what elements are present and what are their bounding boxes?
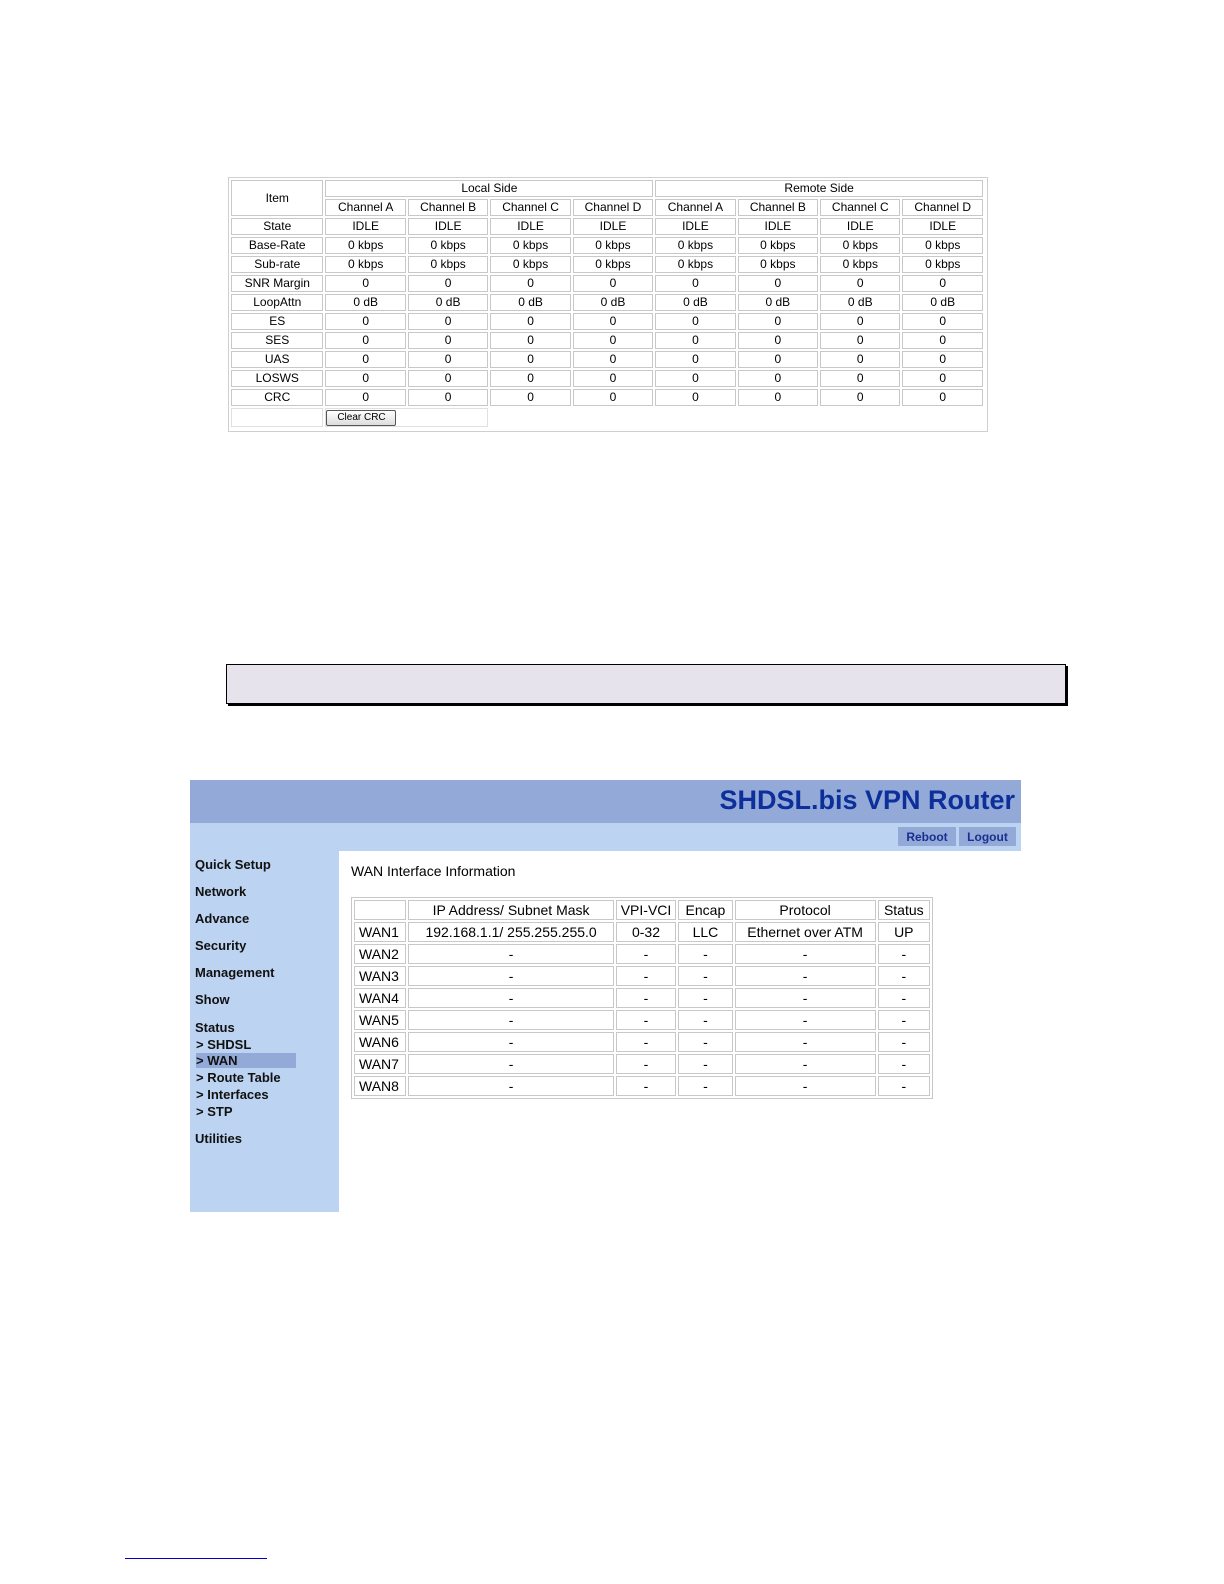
table-cell: 0 kbps [325,256,405,273]
table-cell: 0 [820,275,900,292]
local-side-header: Local Side [325,180,653,197]
channel-header-remote-a: Channel A [655,199,735,216]
sidebar-subitem-stp[interactable]: > STP [196,1104,233,1119]
table-cell: - [408,1010,613,1030]
table-cell: 0 kbps [902,237,983,254]
table-cell: 0 [325,313,405,330]
table-cell: 0 [573,389,653,406]
table-cell: 0 [408,275,488,292]
table-cell: 0 kbps [573,237,653,254]
clear-crc-spacer [231,408,323,427]
sidebar-item-advance[interactable]: Advance [195,911,250,926]
table-row [354,1054,930,1074]
table-cell: - [678,1010,732,1030]
wan-name: WAN5 [354,1010,406,1030]
remote-side-header: Remote Side [655,180,983,197]
table-cell: - [735,944,876,964]
table-cell: 0 [902,370,983,387]
table-cell: - [735,1054,876,1074]
table-cell: 0 [408,351,488,368]
table-cell: 0 [655,351,735,368]
table-row [231,294,983,311]
table-row [231,237,983,254]
column-header: Protocol [735,900,876,920]
router-toolbar [190,823,1021,851]
logout-button[interactable]: Logout [959,827,1016,846]
clear-crc-button[interactable]: Clear CRC [326,410,396,426]
column-header: VPI-VCI [616,900,676,920]
table-cell: 0 dB [408,294,488,311]
table-cell: 0 [573,351,653,368]
table-cell: 0 dB [325,294,405,311]
channel-header-remote-b: Channel B [738,199,818,216]
table-cell: 0 [408,332,488,349]
table-cell: - [878,944,930,964]
sidebar-item-quick-setup[interactable]: Quick Setup [195,857,271,872]
table-cell: 0 kbps [490,237,570,254]
table-cell: 0 kbps [655,256,735,273]
wan-interface-panel [351,897,933,1099]
table-cell: - [678,1054,732,1074]
table-row [354,922,930,942]
table-cell: 0 [490,370,570,387]
sidebar-subitem-shdsl[interactable]: > SHDSL [196,1037,252,1052]
table-row [231,351,983,368]
channel-header-remote-d: Channel D [902,199,983,216]
wan-name: WAN6 [354,1032,406,1052]
row-label: ES [231,313,323,330]
table-cell: IDLE [325,218,405,235]
table-cell: 0 [820,370,900,387]
table-cell: 0 [573,370,653,387]
table-cell: 0 kbps [408,256,488,273]
sidebar-subitem-interfaces[interactable]: > Interfaces [196,1087,269,1102]
table-cell: 0 [408,370,488,387]
reboot-button[interactable]: Reboot [898,827,956,846]
router-title: SHDSL.bis VPN Router [719,785,1015,815]
table-row [231,218,983,235]
table-cell: - [878,966,930,986]
table-cell: 0 dB [738,294,818,311]
table-cell: 0 kbps [738,256,818,273]
table-cell: 0 [490,313,570,330]
table-cell: 0 [738,313,818,330]
table-cell: 0 [655,332,735,349]
table-cell: 0 kbps [490,256,570,273]
table-cell: 0 [325,332,405,349]
table-cell: - [678,988,732,1008]
table-cell: 0 [655,275,735,292]
table-cell: 0 [408,389,488,406]
row-label: Base-Rate [231,237,323,254]
sidebar-item-status[interactable]: Status [195,1020,235,1035]
table-cell: - [878,1010,930,1030]
table-cell: 0 [325,389,405,406]
table-cell: 0 [325,370,405,387]
table-cell: 0 [655,370,735,387]
table-cell: 0 kbps [655,237,735,254]
table-cell: IDLE [902,218,983,235]
column-header: Status [878,900,930,920]
table-cell: 0 [738,389,818,406]
table-cell: - [616,1076,676,1096]
table-cell: 0 [573,313,653,330]
table-cell: 0 [738,275,818,292]
sidebar-subitem-route-table[interactable]: > Route Table [196,1070,281,1085]
table-cell: 192.168.1.1/ 255.255.255.0 [408,922,613,942]
table-cell: IDLE [738,218,818,235]
table-cell: - [678,966,732,986]
row-label: SNR Margin [231,275,323,292]
table-cell: - [408,944,613,964]
table-cell: - [616,988,676,1008]
table-cell: IDLE [490,218,570,235]
shdsl-statistics-panel [228,177,988,432]
table-cell: - [735,1010,876,1030]
row-label: CRC [231,389,323,406]
table-row [231,275,983,292]
table-cell: 0 kbps [902,256,983,273]
table-cell: 0 dB [820,294,900,311]
table-cell: 0 [490,351,570,368]
table-cell: - [878,1032,930,1052]
table-cell: - [408,1076,613,1096]
sidebar-nav [190,851,339,1212]
table-cell: 0 kbps [573,256,653,273]
table-cell: 0 kbps [820,237,900,254]
table-cell: 0 [902,332,983,349]
table-row [354,1076,930,1096]
table-cell: 0 [655,389,735,406]
item-header: Item [231,180,323,216]
main-content [339,851,1021,1212]
wan-name: WAN1 [354,922,406,942]
table-cell: - [735,988,876,1008]
table-row [354,944,930,964]
table-cell: - [678,1032,732,1052]
channel-header-remote-c: Channel C [820,199,900,216]
table-cell: - [408,988,613,1008]
table-cell: 0 [408,313,488,330]
table-cell: 0 dB [490,294,570,311]
table-cell: - [678,1076,732,1096]
table-cell: - [735,966,876,986]
table-cell: - [735,1032,876,1052]
table-row [231,370,983,387]
table-row [354,1032,930,1052]
table-cell: UP [878,922,930,942]
row-label: SES [231,332,323,349]
table-cell: 0 [655,313,735,330]
table-cell: 0 [738,332,818,349]
table-row [231,313,983,330]
table-cell: - [616,1032,676,1052]
table-cell: IDLE [820,218,900,235]
row-label: State [231,218,323,235]
table-cell: - [678,944,732,964]
wan-name: WAN7 [354,1054,406,1074]
table-cell: 0 [820,389,900,406]
router-web-ui [190,780,1021,1212]
page-title: WAN Interface Information [351,863,516,879]
table-cell: - [616,944,676,964]
column-header: IP Address/ Subnet Mask [408,900,613,920]
table-row [231,389,983,406]
table-row [231,256,983,273]
wan-name: WAN4 [354,988,406,1008]
table-cell: - [408,1054,613,1074]
table-cell: 0 dB [573,294,653,311]
table-cell: 0 kbps [408,237,488,254]
router-header [190,780,1021,823]
wan-name: WAN2 [354,944,406,964]
sidebar-item-security[interactable]: Security [195,938,247,953]
row-label: UAS [231,351,323,368]
table-cell: 0 [902,275,983,292]
table-cell: 0 dB [902,294,983,311]
channel-header-local-c: Channel C [490,199,570,216]
table-cell: 0 [902,313,983,330]
table-cell: 0 [738,351,818,368]
table-cell: IDLE [408,218,488,235]
wan-interface-table [352,898,932,1098]
sidebar-item-management[interactable]: Management [195,965,275,980]
table-cell: IDLE [573,218,653,235]
table-cell: - [616,1054,676,1074]
table-cell: - [408,966,613,986]
table-cell: - [878,1076,930,1096]
table-cell: 0 [902,389,983,406]
table-row [354,988,930,1008]
table-cell: 0 [325,275,405,292]
clear-crc-cell [325,408,488,427]
table-cell: - [408,1032,613,1052]
grey-note-bar [226,664,1066,704]
sidebar-item-show[interactable]: Show [195,992,230,1007]
table-cell: 0 [573,275,653,292]
table-cell: - [735,1076,876,1096]
sidebar-subitem-wan[interactable]: > WAN [196,1053,296,1068]
wan-name: WAN3 [354,966,406,986]
table-cell: IDLE [655,218,735,235]
channel-header-local-b: Channel B [408,199,488,216]
sidebar-item-network[interactable]: Network [195,884,247,899]
table-cell: 0 kbps [820,256,900,273]
sidebar-item-utilities[interactable]: Utilities [195,1131,242,1146]
column-header [354,900,406,920]
table-cell: Ethernet over ATM [735,922,876,942]
table-cell: 0 [573,332,653,349]
table-cell: 0-32 [616,922,676,942]
table-cell: 0 dB [655,294,735,311]
table-cell: 0 [820,351,900,368]
table-row [231,332,983,349]
shdsl-statistics-table [229,178,985,429]
table-row [354,966,930,986]
table-cell: 0 [902,351,983,368]
table-cell: 0 [490,275,570,292]
table-cell: - [878,988,930,1008]
footnote-separator [125,1558,267,1559]
table-cell: 0 [490,389,570,406]
channel-header-local-d: Channel D [573,199,653,216]
clear-crc-row-filler [490,408,983,427]
table-cell: 0 kbps [325,237,405,254]
table-cell: 0 [325,351,405,368]
row-label: LOSWS [231,370,323,387]
table-cell: LLC [678,922,732,942]
wan-name: WAN8 [354,1076,406,1096]
row-label: LoopAttn [231,294,323,311]
channel-header-local-a: Channel A [325,199,405,216]
table-cell: 0 [738,370,818,387]
table-cell: 0 [820,313,900,330]
table-cell: - [878,1054,930,1074]
row-label: Sub-rate [231,256,323,273]
table-row [354,1010,930,1030]
table-cell: - [616,1010,676,1030]
table-cell: 0 [820,332,900,349]
table-cell: - [616,966,676,986]
table-cell: 0 kbps [738,237,818,254]
column-header: Encap [678,900,732,920]
table-cell: 0 [490,332,570,349]
